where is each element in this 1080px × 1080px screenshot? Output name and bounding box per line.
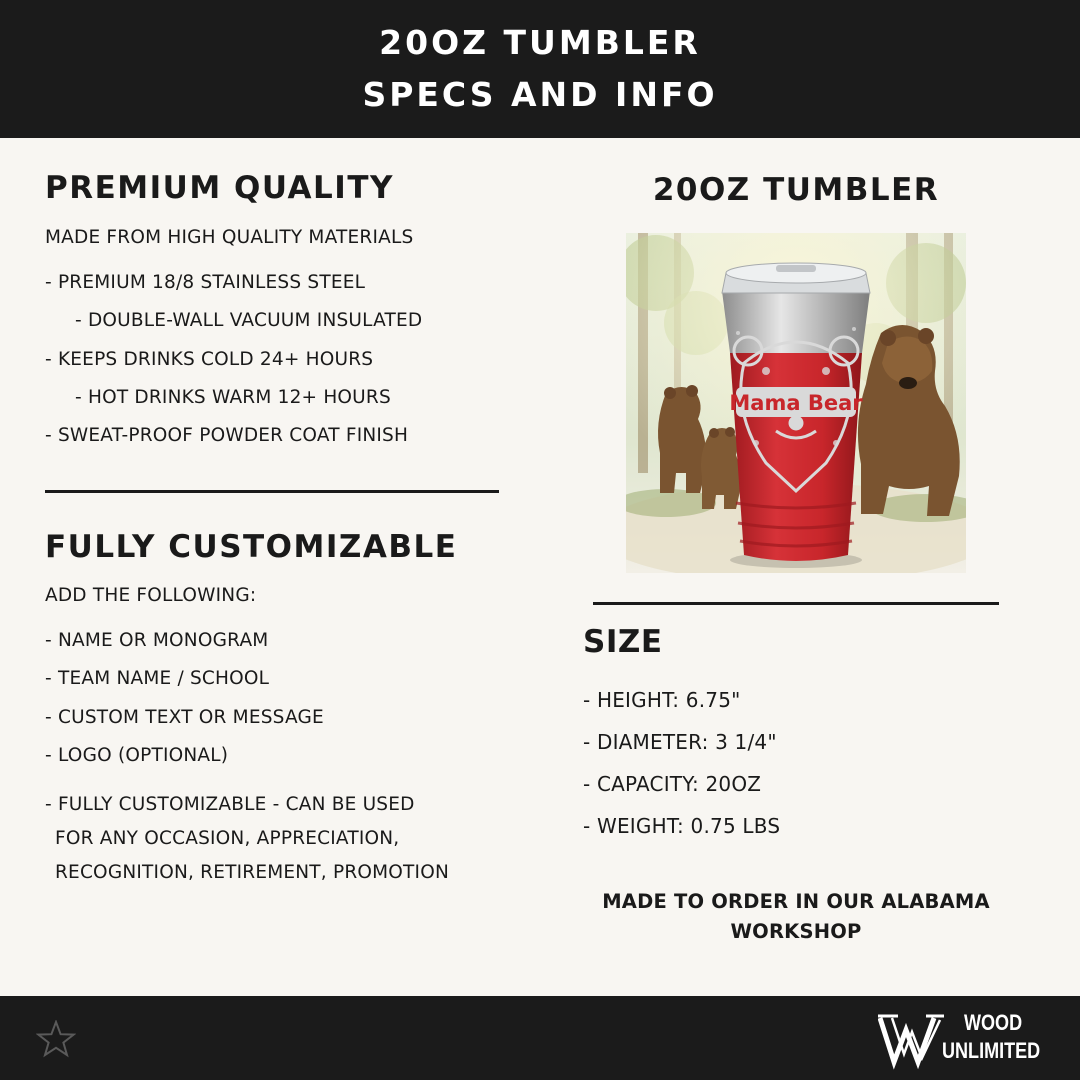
custom-note-line: FOR ANY OCCASION, APPRECIATION,: [55, 828, 400, 849]
premium-quality-title: PREMIUM QUALITY: [45, 170, 394, 206]
premium-item: - PREMIUM 18/8 STAINLESS STEEL: [45, 272, 366, 293]
premium-item: - HOT DRINKS WARM 12+ HOURS: [75, 387, 391, 408]
size-title: SIZE: [583, 624, 663, 660]
custom-note-line: - FULLY CUSTOMIZABLE - CAN BE USED: [45, 794, 415, 815]
custom-subtitle: ADD THE FOLLOWING:: [45, 585, 257, 606]
footer-bar: [0, 996, 1080, 1080]
premium-subtitle: MADE FROM HIGH QUALITY MATERIALS: [45, 227, 414, 248]
product-title: 20OZ TUMBLER: [652, 172, 940, 208]
tumbler-illustration: [626, 233, 966, 573]
header-title-line2: SPECS AND INFO: [362, 75, 718, 114]
custom-item: - LOGO (OPTIONAL): [45, 745, 229, 766]
right-divider: [593, 602, 999, 605]
engraving-text: Mama Bear: [729, 391, 863, 415]
custom-item: - NAME OR MONOGRAM: [45, 630, 269, 651]
product-photo: [626, 233, 966, 573]
fully-customizable-title: FULLY CUSTOMIZABLE: [45, 529, 458, 565]
size-item: - DIAMETER: 3 1/4": [583, 730, 777, 754]
premium-item: - SWEAT-PROOF POWDER COAT FINISH: [45, 425, 409, 446]
star-outline-icon: [36, 1020, 76, 1058]
made-to-order-line2: WORKSHOP: [730, 920, 862, 943]
logo-text-wood: WOOD: [964, 1010, 1023, 1035]
custom-item: - TEAM NAME / SCHOOL: [45, 668, 270, 689]
w-monogram-icon: [878, 1008, 948, 1070]
custom-note-line: RECOGNITION, RETIREMENT, PROMOTION: [55, 862, 450, 883]
premium-item: - DOUBLE-WALL VACUUM INSULATED: [75, 310, 423, 331]
header-title-line1: 20OZ TUMBLER: [379, 23, 701, 62]
header-banner: [0, 0, 1080, 138]
made-to-order-line1: MADE TO ORDER IN OUR ALABAMA: [602, 890, 990, 913]
size-item: - HEIGHT: 6.75": [583, 688, 741, 712]
premium-item: - KEEPS DRINKS COLD 24+ HOURS: [45, 349, 374, 370]
left-divider: [45, 490, 499, 493]
logo-text-unlimited: UNLIMITED: [942, 1038, 1041, 1063]
size-item: - WEIGHT: 0.75 LBS: [583, 814, 781, 838]
custom-item: - CUSTOM TEXT OR MESSAGE: [45, 707, 324, 728]
wood-unlimited-logo: [874, 1008, 1054, 1070]
size-item: - CAPACITY: 20OZ: [583, 772, 762, 796]
